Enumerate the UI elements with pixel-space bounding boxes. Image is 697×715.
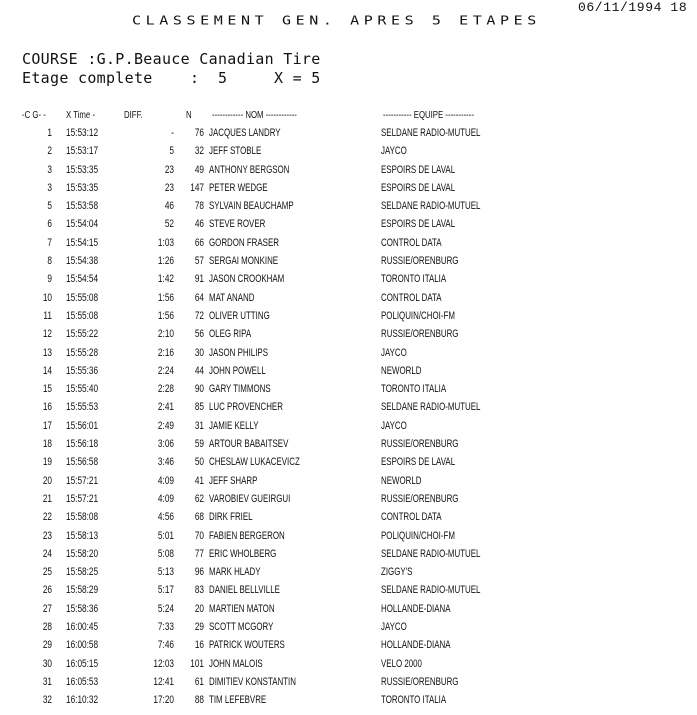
cell-diff: 3:06 [157, 438, 174, 451]
cell-name: TIM LEFEBVRE [209, 694, 267, 707]
standings-table [0, 127, 697, 713]
cell-diff: 2:24 [157, 364, 174, 377]
cell-team: RUSSIE/ORENBURG [381, 492, 459, 505]
cell-rank: 27 [42, 602, 52, 615]
cell-team: RUSSIE/ORENBURG [381, 675, 459, 688]
stage-label: Etage complete [22, 69, 153, 87]
cell-diff: 1:42 [157, 273, 174, 286]
cell-time: 15:55:40 [66, 383, 99, 396]
cell-team: CONTROL DATA [381, 291, 442, 304]
cell-num: 76 [194, 127, 204, 139]
cell-team: ESPOIRS DE LAVAL [381, 163, 456, 176]
cell-diff: 5:13 [157, 566, 174, 579]
cell-diff: 5 [169, 145, 174, 158]
table-row [0, 383, 697, 401]
cell-rank: 23 [42, 529, 52, 542]
cell-rank: 5 [47, 200, 52, 213]
cell-diff: 2:41 [157, 401, 174, 414]
cell-diff: - [171, 127, 174, 139]
cell-name: MAT ANAND [209, 291, 255, 304]
cell-rank: 32 [42, 694, 52, 707]
cell-num: 85 [194, 401, 204, 414]
table-row [0, 511, 697, 529]
table-row [0, 237, 697, 255]
col-header-name: ------------ NOM ------------ [212, 110, 297, 121]
cell-num: 56 [194, 328, 204, 341]
table-header [0, 110, 697, 124]
table-row [0, 530, 697, 548]
cell-name: JEFF SHARP [209, 474, 258, 487]
cell-name: SYLVAIN BEAUCHAMP [209, 200, 294, 213]
table-row [0, 127, 697, 145]
cell-time: 15:55:53 [66, 401, 99, 414]
cell-num: 147 [190, 181, 204, 194]
table-row [0, 621, 697, 639]
col-header-time: X Time - [66, 110, 96, 121]
cell-team: ZIGGY'S [381, 566, 413, 579]
cell-num: 77 [194, 547, 204, 560]
cell-diff: 5:24 [157, 602, 174, 615]
cell-diff: 17:20 [153, 694, 174, 707]
cell-name: MARK HLADY [209, 566, 261, 579]
cell-team: SELDANE RADIO-MUTUEL [381, 584, 481, 597]
cell-team: VELO 2000 [381, 657, 422, 670]
cell-team: TORONTO ITALIA [381, 383, 447, 396]
cell-team: RUSSIE/ORENBURG [381, 328, 459, 341]
cell-num: 30 [194, 346, 204, 359]
cell-rank: 8 [47, 255, 52, 268]
cell-diff: 2:10 [157, 328, 174, 341]
cell-rank: 28 [42, 621, 52, 634]
cell-diff: 7:46 [157, 639, 174, 652]
table-row [0, 456, 697, 474]
cell-diff: 5:01 [157, 529, 174, 542]
x-value: X = 5 [273, 69, 321, 87]
cell-team: POLIQUIN/CHOI-FM [381, 309, 455, 322]
cell-time: 15:54:04 [66, 218, 99, 231]
cell-name: JOHN MALOIS [209, 657, 263, 670]
table-row [0, 310, 697, 328]
cell-num: 31 [194, 419, 204, 432]
cell-num: 20 [194, 602, 204, 615]
cell-num: 44 [194, 364, 204, 377]
cell-rank: 14 [42, 364, 52, 377]
cell-team: HOLLANDE-DIANA [381, 639, 451, 652]
cell-name: GARY TIMMONS [209, 383, 271, 396]
cell-team: ESPOIRS DE LAVAL [381, 456, 456, 469]
cell-num: 59 [194, 438, 204, 451]
cell-team: HOLLANDE-DIANA [381, 602, 451, 615]
cell-num: 62 [194, 492, 204, 505]
cell-name: SCOTT MCGORY [209, 621, 274, 634]
cell-rank: 16 [42, 401, 52, 414]
cell-diff: 1:56 [157, 291, 174, 304]
cell-team: RUSSIE/ORENBURG [381, 255, 459, 268]
cell-diff: 2:49 [157, 419, 174, 432]
cell-diff: 5:08 [157, 547, 174, 560]
cell-num: 57 [194, 255, 204, 268]
cell-num: 96 [194, 566, 204, 579]
cell-diff: 4:09 [157, 474, 174, 487]
cell-rank: 6 [47, 218, 52, 231]
table-row [0, 548, 697, 566]
cell-time: 15:54:38 [66, 255, 99, 268]
cell-team: NEWORLD [381, 364, 422, 377]
cell-num: 83 [194, 584, 204, 597]
cell-time: 15:55:08 [66, 309, 99, 322]
table-row [0, 694, 697, 712]
cell-diff: 1:03 [157, 236, 174, 249]
cell-rank: 10 [42, 291, 52, 304]
cell-time: 15:56:18 [66, 438, 99, 451]
cell-team: JAYCO [381, 145, 407, 158]
col-header-team: ----------- EQUIPE ----------- [383, 110, 474, 121]
table-row [0, 200, 697, 218]
table-row [0, 328, 697, 346]
cell-rank: 24 [42, 547, 52, 560]
cell-name: GORDON FRASER [209, 236, 279, 249]
cell-team: TORONTO ITALIA [381, 273, 447, 286]
cell-name: JOHN POWELL [209, 364, 266, 377]
cell-num: 70 [194, 529, 204, 542]
cell-name: OLIVER UTTING [209, 309, 270, 322]
cell-num: 91 [194, 273, 204, 286]
cell-diff: 12:03 [153, 657, 174, 670]
cell-team: JAYCO [381, 419, 407, 432]
table-row [0, 603, 697, 621]
cell-rank: 22 [42, 511, 52, 524]
table-row [0, 401, 697, 419]
cell-name: MARTIEN MATON [209, 602, 275, 615]
cell-num: 88 [194, 694, 204, 707]
cell-name: DIRK FRIEL [209, 511, 253, 524]
cell-time: 16:05:15 [66, 657, 99, 670]
cell-team: NEWORLD [381, 474, 422, 487]
cell-team: TORONTO ITALIA [381, 694, 447, 707]
cell-rank: 1 [47, 127, 52, 139]
table-row [0, 255, 697, 273]
cell-time: 16:00:45 [66, 621, 99, 634]
cell-rank: 26 [42, 584, 52, 597]
stage-line [22, 69, 321, 87]
cell-num: 16 [194, 639, 204, 652]
cell-team: ESPOIRS DE LAVAL [381, 181, 456, 194]
cell-rank: 31 [42, 675, 52, 688]
cell-num: 41 [194, 474, 204, 487]
cell-rank: 15 [42, 383, 52, 396]
cell-rank: 30 [42, 657, 52, 670]
cell-time: 15:56:01 [66, 419, 99, 432]
cell-time: 15:58:29 [66, 584, 99, 597]
table-row [0, 273, 697, 291]
cell-time: 15:53:12 [66, 127, 99, 139]
cell-time: 15:58:08 [66, 511, 99, 524]
table-row [0, 164, 697, 182]
cell-num: 46 [194, 218, 204, 231]
cell-name: LUC PROVENCHER [209, 401, 283, 414]
cell-time: 15:55:36 [66, 364, 99, 377]
cell-team: ESPOIRS DE LAVAL [381, 218, 456, 231]
table-row [0, 292, 697, 310]
cell-team: SELDANE RADIO-MUTUEL [381, 401, 481, 414]
table-row [0, 182, 697, 200]
cell-team: SELDANE RADIO-MUTUEL [381, 200, 481, 213]
cell-num: 32 [194, 145, 204, 158]
cell-num: 72 [194, 309, 204, 322]
cell-rank: 29 [42, 639, 52, 652]
cell-rank: 18 [42, 438, 52, 451]
cell-name: DANIEL BELLVILLE [209, 584, 280, 597]
cell-diff: 4:56 [157, 511, 174, 524]
table-row [0, 584, 697, 602]
table-row [0, 347, 697, 365]
cell-name: PETER WEDGE [209, 181, 268, 194]
cell-name: VAROBIEV GUEIRGUI [209, 492, 291, 505]
cell-num: 66 [194, 236, 204, 249]
cell-rank: 9 [47, 273, 52, 286]
table-row [0, 218, 697, 236]
cell-name: JASON CROOKHAM [209, 273, 285, 286]
cell-diff: 5:17 [157, 584, 174, 597]
cell-name: JAMIE KELLY [209, 419, 259, 432]
cell-diff: 3:46 [157, 456, 174, 469]
table-row [0, 676, 697, 694]
cell-rank: 12 [42, 328, 52, 341]
cell-rank: 11 [43, 309, 52, 322]
printout-date: 06/11/1994 18 [578, 0, 688, 15]
cell-name: SERGAI MONKINE [209, 255, 279, 268]
cell-name: JASON PHILIPS [209, 346, 268, 359]
col-header-num: N [186, 110, 192, 121]
cell-time: 15:53:17 [66, 145, 99, 158]
cell-num: 29 [194, 621, 204, 634]
cell-diff: 52 [164, 218, 174, 231]
cell-time: 15:54:15 [66, 236, 99, 249]
cell-time: 15:58:36 [66, 602, 99, 615]
cell-time: 15:58:25 [66, 566, 99, 579]
stage-value: : 5 [189, 69, 228, 87]
cell-name: JACQUES LANDRY [209, 127, 281, 139]
cell-time: 15:57:21 [66, 474, 99, 487]
cell-time: 15:56:58 [66, 456, 99, 469]
cell-team: RUSSIE/ORENBURG [381, 438, 459, 451]
table-row [0, 566, 697, 584]
cell-diff: 23 [164, 181, 174, 194]
table-row [0, 438, 697, 456]
cell-time: 15:53:35 [66, 181, 99, 194]
cell-name: DIMITIEV KONSTANTIN [209, 675, 296, 688]
cell-rank: 19 [42, 456, 52, 469]
table-row [0, 493, 697, 511]
cell-team: CONTROL DATA [381, 236, 442, 249]
cell-rank: 17 [42, 419, 52, 432]
cell-num: 78 [194, 200, 204, 213]
cell-team: SELDANE RADIO-MUTUEL [381, 127, 481, 139]
cell-time: 16:00:58 [66, 639, 99, 652]
cell-diff: 46 [164, 200, 174, 213]
col-header-rank: -C G- - [22, 110, 46, 121]
cell-diff: 1:56 [157, 309, 174, 322]
cell-name: CHESLAW LUKACEVICZ [209, 456, 300, 469]
cell-time: 15:54:54 [66, 273, 99, 286]
cell-time: 16:05:53 [66, 675, 99, 688]
cell-time: 15:53:58 [66, 200, 99, 213]
cell-num: 49 [194, 163, 204, 176]
cell-time: 15:58:20 [66, 547, 99, 560]
cell-num: 90 [194, 383, 204, 396]
cell-diff: 12:41 [153, 675, 174, 688]
cell-diff: 7:33 [157, 621, 174, 634]
cell-rank: 3 [47, 163, 52, 176]
cell-team: JAYCO [381, 621, 407, 634]
cell-rank: 21 [42, 492, 52, 505]
cell-name: ANTHONY BERGSON [209, 163, 290, 176]
page-title: CLASSEMENT GEN. APRES 5 ETAPES [132, 13, 541, 28]
cell-diff: 2:16 [157, 346, 174, 359]
cell-diff: 1:26 [157, 255, 174, 268]
cell-num: 68 [194, 511, 204, 524]
cell-name: ERIC WHOLBERG [209, 547, 277, 560]
cell-num: 101 [190, 657, 204, 670]
col-header-diff: DIFF. [124, 110, 143, 121]
cell-num: 61 [194, 675, 204, 688]
cell-time: 16:10:32 [66, 694, 99, 707]
cell-rank: 7 [47, 236, 52, 249]
cell-name: FABIEN BERGERON [209, 529, 285, 542]
cell-diff: 4:09 [157, 492, 174, 505]
cell-time: 15:58:13 [66, 529, 99, 542]
table-row [0, 639, 697, 657]
cell-time: 15:57:21 [66, 492, 99, 505]
table-row [0, 145, 697, 163]
cell-rank: 20 [42, 474, 52, 487]
cell-rank: 2 [47, 145, 52, 158]
table-row [0, 365, 697, 383]
cell-name: STEVE ROVER [209, 218, 266, 231]
course-line: COURSE :G.P.Beauce Canadian Tire [22, 50, 321, 68]
table-row [0, 420, 697, 438]
cell-time: 15:55:22 [66, 328, 99, 341]
cell-name: OLEG RIPA [209, 328, 252, 341]
cell-time: 15:53:35 [66, 163, 99, 176]
table-row [0, 658, 697, 676]
table-row [0, 475, 697, 493]
cell-num: 50 [194, 456, 204, 469]
cell-name: ARTOUR BABAITSEV [209, 438, 289, 451]
cell-team: POLIQUIN/CHOI-FM [381, 529, 455, 542]
cell-team: JAYCO [381, 346, 407, 359]
cell-rank: 13 [42, 346, 52, 359]
cell-num: 64 [194, 291, 204, 304]
cell-diff: 2:28 [157, 383, 174, 396]
cell-time: 15:55:28 [66, 346, 99, 359]
cell-rank: 25 [42, 566, 52, 579]
cell-rank: 3 [47, 181, 52, 194]
cell-team: SELDANE RADIO-MUTUEL [381, 547, 481, 560]
cell-diff: 23 [164, 163, 174, 176]
cell-time: 15:55:08 [66, 291, 99, 304]
cell-team: CONTROL DATA [381, 511, 442, 524]
cell-name: PATRICK WOUTERS [209, 639, 285, 652]
cell-name: JEFF STOBLE [209, 145, 262, 158]
